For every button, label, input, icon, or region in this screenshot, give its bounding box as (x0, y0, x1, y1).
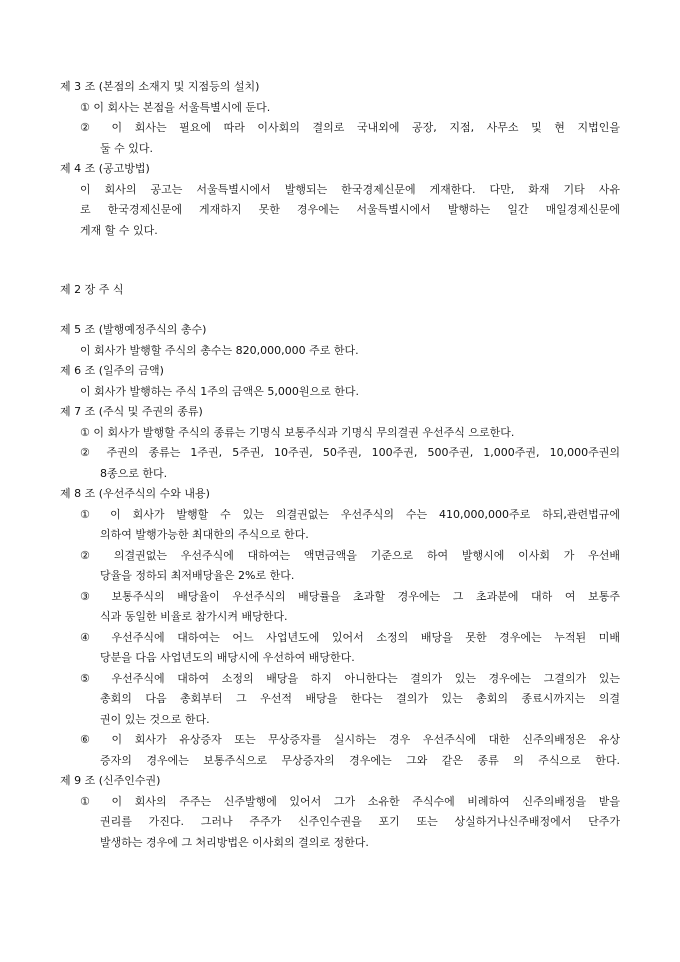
chapter-2-heading: 제 2 장 주 식 (60, 283, 124, 296)
article-6 (60, 361, 620, 402)
article-7-item-2-line-1: ② 주권의 종류는 1주권, 5주권, 10주권, 50주권, 100주권, 500주권, 1,000주권, 10,000주권의 (80, 446, 620, 459)
article-9-item-1-line-2: 권리를 가진다. 그러나 주주가 신주인수권을 포기 또는 상실하거나신주배정에서 단주가 (100, 815, 620, 828)
article-4 (60, 159, 620, 241)
article-8-item-5-line-1: ⑤ 우선주식에 대하여 소정의 배당을 하지 아니한다는 결의가 있는 경우에는 그결의가 있는 (80, 671, 620, 685)
article-8-item-1-line-1: ① 이 회사가 발행할 수 있는 의결권없는 우선주식의 수는 410,000,000주로 하되,관련법규에 (80, 507, 620, 521)
article-8-item-6-line-2: 증자의 경우에는 보통주식으로 무상증자의 경우에는 그와 같은 종류 의 주식으로 한다. (100, 753, 620, 767)
article-4-line-1: 이 회사의 공고는 서울특별시에서 발행되는 한국경제신문에 게재한다. 다만, 화재 기타 사유 (80, 182, 620, 196)
article-8-heading: 제 8 조 (우선주식의 수와 내용) (60, 487, 210, 500)
article-4-line-2: 로 한국경제신문에 게재하지 못한 경우에는 서울특별시에서 발행하는 일간 매일경제신문에 (80, 203, 620, 216)
article-8-item-3-line-1: ③ 보통주식의 배당율이 우선주식의 배당률을 초과할 경우에는 그 초과분에 대하 여 보통주 (80, 589, 620, 603)
article-8-item-5-line-2: 총회의 다음 총회부터 그 우선적 배당을 한다는 결의가 있는 총회의 종료시까지는 의결 (100, 692, 620, 705)
article-6-line-1: 이 회사가 발행하는 주식 1주의 금액은 5,000원으로 한다. (80, 384, 359, 398)
article-5-line-1: 이 회사가 발행할 주식의 총수는 820,000,000 주로 한다. (80, 343, 359, 357)
article-4-line-3: 게재 할 수 있다. (80, 223, 158, 237)
article-3-item-1: ① 이 회사는 본점을 서울특별시에 둔다. (80, 100, 271, 114)
article-6-heading: 제 6 조 (일주의 금액) (60, 364, 164, 377)
article-8-item-2-line-1: ② 의결권없는 우선주식에 대하여는 액면금액을 기준으로 하여 발행시에 이사회 가 우선배 (80, 548, 620, 562)
article-8-item-4-line-2: 당분을 다음 사업년도의 배당시에 우선하여 배당한다. (100, 651, 355, 664)
article-7-item-2-line-2: 8종으로 한다. (100, 466, 168, 480)
article-9-item-1-line-1: ① 이 회사의 주주는 신주발행에 있어서 그가 소유한 주식수에 비례하여 신주의배정을 받을 (80, 794, 620, 808)
article-3-heading: 제 3 조 (본점의 소재지 및 지점등의 설치) (60, 80, 260, 93)
article-9-item-1-line-3: 발생하는 경우에 그 처리방법은 이사회의 결의로 정한다. (100, 835, 369, 849)
article-7-heading: 제 7 조 (주식 및 주권의 종류) (60, 405, 203, 418)
article-5 (60, 320, 620, 361)
article-5-heading: 제 5 조 (발행예정주식의 총수) (60, 323, 207, 336)
article-9 (60, 771, 620, 853)
article-8-item-4-line-1: ④ 우선주식에 대하여는 어느 사업년도에 있어서 소정의 배당을 못한 경우에는 누적된 미배 (80, 630, 620, 644)
article-7 (60, 402, 620, 484)
article-3-item-2-line-2: 둘 수 있다. (100, 141, 153, 155)
article-3 (60, 77, 620, 159)
article-7-item-1: ① 이 회사가 발행할 주식의 종류는 기명식 보통주식과 기명식 무의결권 우선주식 으로한다. (80, 425, 515, 439)
article-4-heading: 제 4 조 (공고방법) (60, 162, 150, 175)
article-9-heading: 제 9 조 (신주인수권) (60, 774, 161, 787)
article-8-item-5-line-3: 권이 있는 것으로 한다. (100, 712, 210, 726)
article-8-item-3-line-2: 식과 동일한 비율로 참가시켜 배당한다. (100, 610, 288, 623)
article-8-item-2-line-2: 당율을 정하되 최저배당율은 2%로 한다. (100, 569, 295, 582)
article-3-item-2-line-1: ② 이 회사는 필요에 따라 이사회의 결의로 국내외에 공장, 지점, 사무소 및 현 지법인을 (80, 121, 620, 134)
article-8-item-6-line-1: ⑥ 이 회사가 유상증자 또는 무상증자를 실시하는 경우 우선주식에 대한 신주의배정은 유상 (80, 733, 620, 746)
article-8-item-1-line-2: 의하여 발행가능한 최대한의 주식으로 한다. (100, 528, 309, 541)
article-8 (60, 484, 620, 771)
